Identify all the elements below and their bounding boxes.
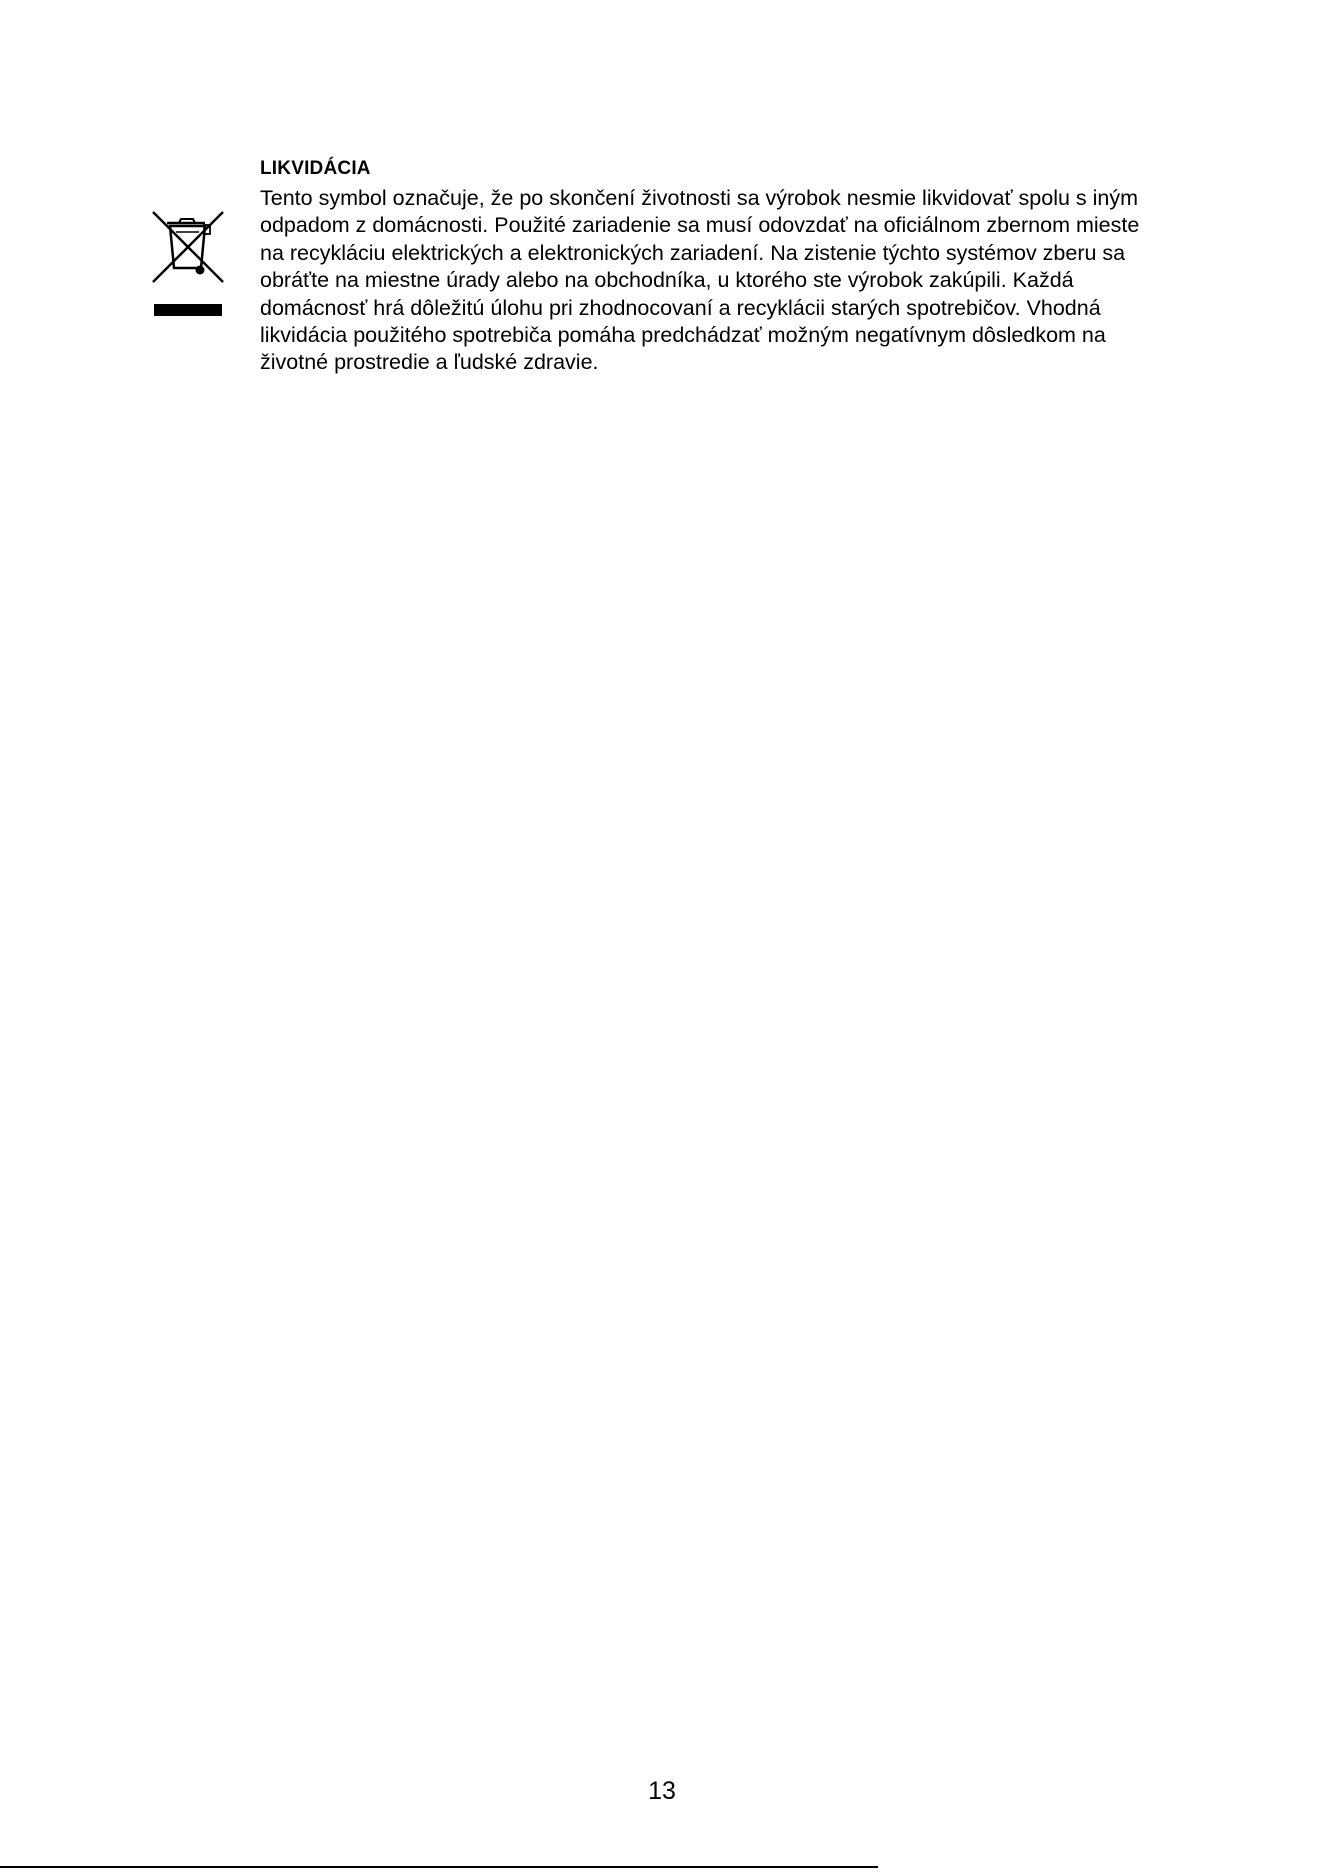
section-heading: LIKVIDÁCIA <box>260 158 371 179</box>
crossed-out-wheelie-bin-icon <box>151 210 225 316</box>
disposal-section <box>260 157 1240 377</box>
paragraph-line: na recykláciu elektrických a elektronických zariadení. Na zistenie týchto systémov zberu sa <box>260 240 1126 265</box>
page-number: 13 <box>648 1777 676 1805</box>
paragraph-line: obráťte na miestne úrady alebo na obchodníka, u ktorého ste výrobok zakúpili. Každá <box>260 268 1074 293</box>
paragraph-line: domácnosť hrá dôležitú úlohu pri zhodnocovaní a recyklácii starých spotrebičov. Vhodná <box>260 295 1101 320</box>
paragraph-line: Tento symbol označuje, že po skončení životnosti sa výrobok nesmie likvidovať spolu s iným <box>260 186 1139 210</box>
footer-divider <box>0 1866 878 1868</box>
paragraph-line: životné prostredie a ľudské zdravie. <box>260 350 599 375</box>
paragraph-line: likvidácia použitého spotrebiča pomáha predchádzať možným negatívnym dôsledkom na <box>260 323 1106 348</box>
paragraph-line: odpadom z domácnosti. Použité zariadenie sa musí odovzdať na oficiálnom zbernom mieste <box>260 213 1140 238</box>
